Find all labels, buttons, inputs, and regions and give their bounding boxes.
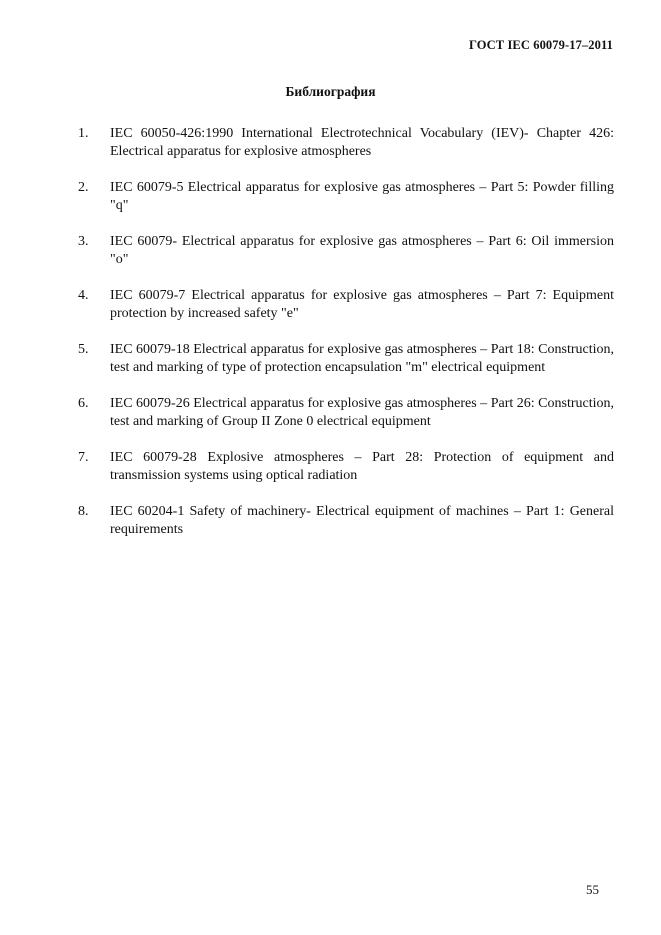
entry-number: 3. — [78, 234, 89, 249]
bibliography-entry-2 — [78, 179, 614, 215]
entry-number: 5. — [78, 342, 89, 357]
bibliography-entry-1 — [78, 125, 614, 161]
bibliography-entry-5 — [78, 341, 614, 377]
page-number: 55 — [586, 882, 599, 897]
entry-text: IEC 60079-26 Electrical apparatus for explosive gas atmospheres – Part 26: Construction, test and marking of Group II Zone 0 electrical equipment — [110, 396, 614, 429]
entry-number: 7. — [78, 450, 89, 465]
bibliography-entry-4 — [78, 287, 614, 323]
entry-text: IEC 60079-18 Electrical apparatus for explosive gas atmospheres – Part 18: Construction, test and marking of type of protection encapsulation "m" electrical equipment — [110, 342, 614, 375]
entry-text: IEC 60079-5 Electrical apparatus for explosive gas atmospheres – Part 5: Powder filling "q" — [110, 180, 614, 213]
bibliography-entry-3 — [78, 233, 614, 269]
page-title: Библиография — [285, 84, 376, 99]
bibliography-entry-8 — [78, 503, 614, 539]
document-code: ГОСТ IEC 60079-17–2011 — [468, 38, 613, 52]
bibliography-entry-7 — [78, 449, 614, 485]
bibliography-list — [78, 125, 614, 557]
entry-number: 1. — [78, 126, 89, 141]
entry-number: 4. — [78, 288, 89, 303]
entry-number: 2. — [78, 180, 89, 195]
bibliography-entry-6 — [78, 395, 614, 431]
entry-text: IEC 60079-28 Explosive atmospheres – Part 28: Protection of equipment and transmission systems using optical radiation — [110, 450, 614, 483]
entry-number: 6. — [78, 396, 89, 411]
entry-number: 8. — [78, 504, 89, 519]
entry-text: IEC 60079-7 Electrical apparatus for explosive gas atmospheres – Part 7: Equipment protection by increased safety "e" — [110, 288, 614, 321]
entry-text: IEC 60050-426:1990 International Electrotechnical Vocabulary (IEV)- Chapter 426: Electrical apparatus for explosive atmospheres — [110, 126, 614, 159]
entry-text: IEC 60079- Electrical apparatus for explosive gas atmospheres – Part 6: Oil immersion "o" — [110, 234, 614, 267]
entry-text: IEC 60204-1 Safety of machinery- Electrical equipment of machines – Part 1: General requirements — [110, 504, 614, 537]
